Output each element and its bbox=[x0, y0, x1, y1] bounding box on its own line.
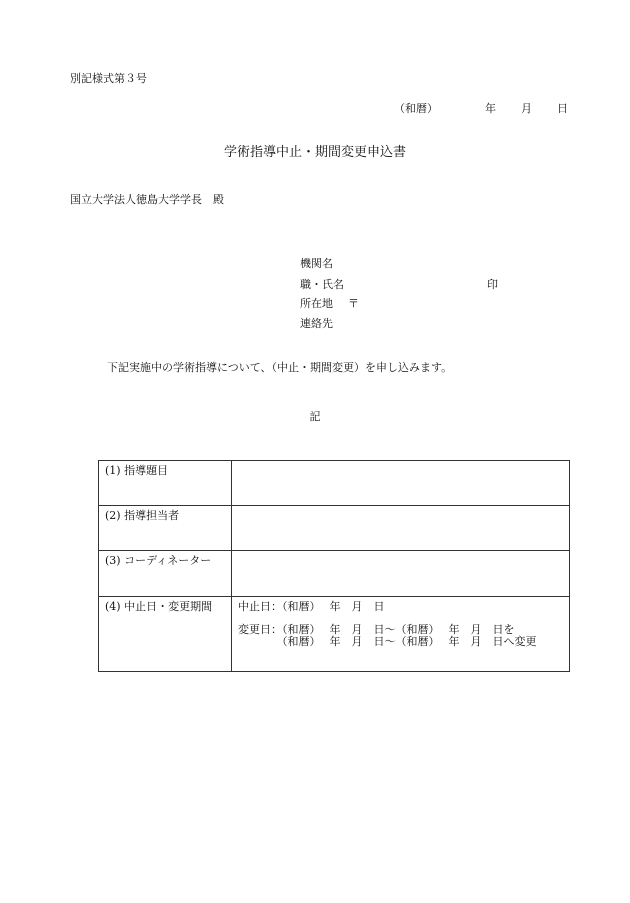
organization-label: 機関名 bbox=[300, 257, 333, 270]
period-cell bbox=[232, 597, 570, 672]
row-label: (1) 指導題目 bbox=[99, 461, 232, 506]
stop-date-line: 中止日：（和暦） 年 月 日 bbox=[238, 600, 385, 613]
seal-mark: 印 bbox=[487, 278, 498, 291]
change-period-line-2: （和暦） 年 月 日～（和暦） 年 月 日へ変更 bbox=[238, 635, 537, 649]
position-name-label: 職・氏名 bbox=[300, 278, 344, 291]
date-day: 日 bbox=[557, 102, 568, 115]
postal-mark: 〒 bbox=[348, 297, 359, 310]
change-period-line-1: 変更日：（和暦） 年 月 日～（和暦） 年 月 日を bbox=[238, 622, 515, 636]
date-year: 年 bbox=[485, 102, 496, 115]
row-label: (2) 指導担当者 bbox=[99, 506, 232, 551]
address-label: 所在地 bbox=[300, 297, 333, 310]
row-value bbox=[232, 551, 570, 597]
addressee: 国立大学法人徳島大学学長 殿 bbox=[70, 193, 224, 206]
row-value bbox=[232, 461, 570, 506]
row-label: (3) コーディネーター bbox=[99, 551, 232, 597]
contact-label: 連絡先 bbox=[300, 317, 333, 330]
form-number: 別記様式第３号 bbox=[70, 72, 147, 85]
table-row bbox=[99, 597, 570, 672]
date-month: 月 bbox=[521, 102, 532, 115]
row-label: (4) 中止日・変更期間 bbox=[99, 597, 232, 672]
row-value bbox=[232, 506, 570, 551]
document-title: 学術指導中止・期間変更申込書 bbox=[223, 145, 406, 160]
table-row bbox=[99, 506, 570, 551]
table-row bbox=[99, 461, 570, 506]
ki-heading: 記 bbox=[309, 410, 321, 423]
detail-table bbox=[98, 460, 570, 672]
date-line bbox=[394, 103, 568, 114]
body-text: 下記実施中の学術指導について、（中止・期間変更）を申し込みます。 bbox=[107, 361, 453, 374]
table-row bbox=[99, 551, 570, 597]
date-era: （和暦） bbox=[394, 102, 438, 115]
